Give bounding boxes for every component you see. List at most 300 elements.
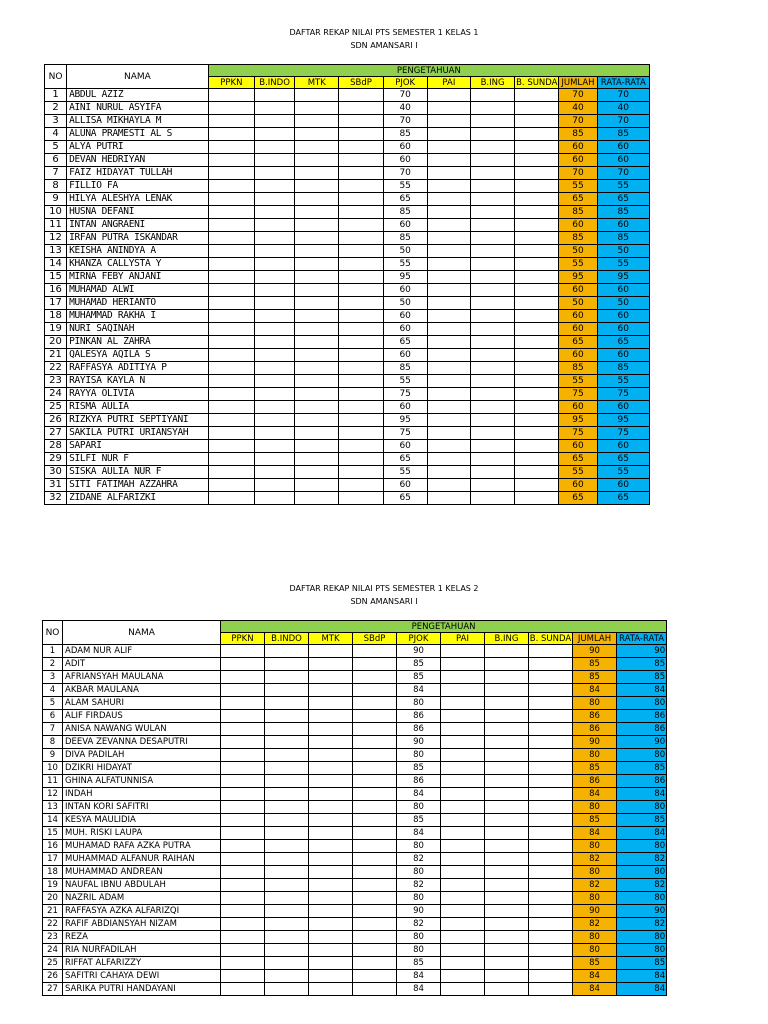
score-pai [427,297,470,310]
score-pai [441,840,485,853]
score-ppkn [208,466,254,479]
score-sbdp [339,479,383,492]
score-pai [427,336,470,349]
score-ppkn [221,827,265,840]
score-ppkn [221,892,265,905]
score-ppkn [221,697,265,710]
score-bindo [265,697,309,710]
score-mtk [309,918,353,931]
score-rata-rata: 80 [617,801,667,814]
score-pjok: 80 [397,840,441,853]
score-ppkn [221,710,265,723]
score-bing [485,788,529,801]
score-bsunda [529,723,573,736]
score-jumlah: 85 [573,762,617,775]
score-bindo [254,349,294,362]
score-bing [470,388,514,401]
header-subject-pjok: PJOK [383,77,427,89]
score-ppkn [208,492,254,505]
score-bindo [254,388,294,401]
score-pai [441,918,485,931]
score-pjok: 84 [397,970,441,983]
student-name: RAYYA OLIVIA [67,388,209,401]
score-mtk [309,840,353,853]
score-sbdp [339,453,383,466]
score-bing [485,710,529,723]
row-number: 19 [43,879,63,892]
score-pai [427,362,470,375]
score-rata-rata: 85 [597,232,649,245]
score-mtk [309,801,353,814]
score-mtk [295,89,339,102]
score-sbdp [339,362,383,375]
score-bing [485,801,529,814]
score-rata-rata: 65 [597,492,649,505]
score-pai [441,658,485,671]
score-ppkn [208,154,254,167]
score-mtk [309,931,353,944]
row-number: 31 [45,479,67,492]
score-pai [441,827,485,840]
table-row [43,671,667,684]
header-subject-pai: PAI [427,77,470,89]
row-number: 29 [45,453,67,466]
grade-table-kelas-2 [42,620,667,996]
score-sbdp [353,710,397,723]
score-mtk [309,775,353,788]
score-bsunda [529,697,573,710]
school-name-kelas-2: SDN AMANSARI I [350,597,418,606]
score-pai [441,775,485,788]
score-pai [427,414,470,427]
score-sbdp [339,427,383,440]
score-ppkn [208,375,254,388]
score-jumlah: 60 [559,440,597,453]
score-bsunda [515,128,559,141]
score-pai [427,154,470,167]
table-row [43,931,667,944]
student-name: MUHAMAD HERIANTO [67,297,209,310]
score-pjok: 60 [383,141,427,154]
score-pai [427,219,470,232]
score-bindo [254,206,294,219]
student-name: KESYA MAULIDIA [63,814,221,827]
score-rata-rata: 84 [617,983,667,996]
score-rata-rata: 90 [617,905,667,918]
score-ppkn [208,440,254,453]
score-pjok: 75 [383,427,427,440]
table-row [43,892,667,905]
score-pjok: 85 [397,762,441,775]
score-bsunda [515,193,559,206]
score-mtk [309,892,353,905]
score-sbdp [339,466,383,479]
score-ppkn [221,957,265,970]
score-mtk [295,349,339,362]
score-bsunda [529,866,573,879]
student-name: HUSNA DEFANI [67,206,209,219]
score-ppkn [208,362,254,375]
row-number: 14 [45,258,67,271]
score-bindo [254,336,294,349]
score-pai [441,814,485,827]
score-pai [427,128,470,141]
score-pai [441,970,485,983]
row-number: 26 [45,414,67,427]
score-rata-rata: 80 [617,931,667,944]
table-row [45,232,650,245]
row-number: 21 [45,349,67,362]
score-bing [470,154,514,167]
score-bing [485,775,529,788]
header-subject-sbdp: SBdP [353,633,397,645]
row-number: 25 [43,957,63,970]
score-ppkn [208,349,254,362]
sheet-kelas-1 [0,26,768,52]
score-ppkn [221,931,265,944]
score-jumlah: 95 [559,414,597,427]
score-jumlah: 60 [559,141,597,154]
student-name: MUHAMAD RAFA AZKA PUTRA [63,840,221,853]
score-bindo [265,957,309,970]
score-pjok: 55 [383,466,427,479]
row-number: 5 [43,697,63,710]
score-jumlah: 65 [559,336,597,349]
score-sbdp [339,375,383,388]
score-mtk [295,258,339,271]
score-bsunda [529,931,573,944]
score-mtk [295,466,339,479]
score-pjok: 60 [383,323,427,336]
score-bsunda [529,918,573,931]
score-bing [485,736,529,749]
score-pai [441,801,485,814]
score-jumlah: 85 [573,658,617,671]
student-name: FAIZ HIDAYAT TULLAH [67,167,209,180]
score-mtk [295,271,339,284]
score-bing [470,206,514,219]
score-jumlah: 65 [559,193,597,206]
score-jumlah: 84 [573,983,617,996]
score-pjok: 84 [397,788,441,801]
score-sbdp [353,736,397,749]
header-subject-jumlah: JUMLAH [559,77,597,89]
score-bing [470,128,514,141]
score-rata-rata: 80 [617,944,667,957]
score-jumlah: 86 [573,723,617,736]
score-pjok: 55 [383,258,427,271]
table-row [45,388,650,401]
score-ppkn [208,297,254,310]
score-pjok: 60 [383,154,427,167]
score-rata-rata: 95 [597,414,649,427]
score-pjok: 85 [383,232,427,245]
table-row [45,414,650,427]
score-bing [470,245,514,258]
score-pjok: 80 [397,697,441,710]
score-sbdp [339,154,383,167]
score-ppkn [208,206,254,219]
score-bing [470,310,514,323]
score-pjok: 60 [383,440,427,453]
score-bindo [265,736,309,749]
table-row [45,297,650,310]
table-row [43,658,667,671]
score-bindo [265,658,309,671]
student-name: SARIKA PUTRI HANDAYANI [63,983,221,996]
score-rata-rata: 82 [617,918,667,931]
student-name: MUHAMMAD ANDREAN [63,866,221,879]
student-name: ALIF FIRDAUS [63,710,221,723]
score-bsunda [529,827,573,840]
student-name: MUH. RISKI LAUPA [63,827,221,840]
score-sbdp [339,349,383,362]
score-jumlah: 80 [573,866,617,879]
score-sbdp [339,206,383,219]
score-bindo [254,115,294,128]
score-jumlah: 85 [559,206,597,219]
row-number: 10 [43,762,63,775]
student-name: DZIKRI HIDAYAT [63,762,221,775]
title-kelas-2: DAFTAR REKAP NILAI PTS SEMESTER 1 KELAS 2 [289,584,479,593]
row-number: 22 [45,362,67,375]
row-number: 17 [45,297,67,310]
score-pjok: 80 [397,801,441,814]
student-name: QALESYA AQILA S [67,349,209,362]
score-bsunda [515,180,559,193]
score-bing [485,697,529,710]
score-bsunda [515,115,559,128]
table-row [45,362,650,375]
score-jumlah: 82 [573,853,617,866]
score-bing [485,853,529,866]
score-pai [427,206,470,219]
score-bindo [254,128,294,141]
score-pai [427,245,470,258]
score-rata-rata: 85 [617,957,667,970]
score-ppkn [208,245,254,258]
score-jumlah: 80 [573,944,617,957]
student-name: HILYA ALESHYA LENAK [67,193,209,206]
score-pai [427,310,470,323]
table-row [43,801,667,814]
table-row [43,853,667,866]
row-number: 25 [45,401,67,414]
header-subject-b-indo: B.INDO [254,77,294,89]
score-bindo [254,167,294,180]
student-name: SAPARI [67,440,209,453]
row-number: 5 [45,141,67,154]
score-mtk [295,167,339,180]
score-pjok: 60 [383,219,427,232]
score-bing [470,284,514,297]
table-row [43,970,667,983]
score-bsunda [515,362,559,375]
score-pai [441,905,485,918]
score-bsunda [515,492,559,505]
row-number: 6 [45,154,67,167]
row-number: 13 [45,245,67,258]
score-pai [441,697,485,710]
student-name: REZA [63,931,221,944]
score-bsunda [529,775,573,788]
table-row [45,310,650,323]
score-jumlah: 40 [559,102,597,115]
score-pai [427,479,470,492]
score-bsunda [529,983,573,996]
header-subject-b-ing: B.ING [470,77,514,89]
score-ppkn [221,944,265,957]
score-bindo [265,814,309,827]
score-rata-rata: 60 [597,154,649,167]
score-mtk [295,141,339,154]
score-bing [485,931,529,944]
header-subject-jumlah: JUMLAH [573,633,617,645]
student-name: RAYISA KAYLA N [67,375,209,388]
row-number: 24 [43,944,63,957]
row-number: 22 [43,918,63,931]
score-mtk [295,219,339,232]
row-number: 1 [45,89,67,102]
table-row [45,115,650,128]
score-bsunda [515,479,559,492]
score-ppkn [208,284,254,297]
score-mtk [295,154,339,167]
score-sbdp [353,905,397,918]
score-pjok: 40 [383,102,427,115]
score-pai [441,866,485,879]
score-mtk [295,479,339,492]
score-mtk [295,323,339,336]
header-subject-mtk: MTK [295,77,339,89]
row-number: 20 [43,892,63,905]
score-bing [485,840,529,853]
student-name: ANISA NAWANG WULAN [63,723,221,736]
score-mtk [309,866,353,879]
score-pjok: 50 [383,297,427,310]
score-pai [441,684,485,697]
score-jumlah: 60 [559,323,597,336]
row-number: 19 [45,323,67,336]
score-jumlah: 70 [559,89,597,102]
table-row [45,102,650,115]
score-jumlah: 80 [573,801,617,814]
score-bsunda [515,427,559,440]
score-pai [441,762,485,775]
score-bindo [265,788,309,801]
score-bsunda [529,710,573,723]
score-bing [470,466,514,479]
score-jumlah: 75 [559,388,597,401]
student-name: GHINA ALFATUNNISA [63,775,221,788]
score-pjok: 86 [397,723,441,736]
score-bsunda [515,89,559,102]
score-sbdp [353,944,397,957]
score-sbdp [353,814,397,827]
table-row [43,775,667,788]
score-bsunda [515,258,559,271]
score-bing [485,723,529,736]
score-bsunda [515,414,559,427]
table-row [45,349,650,362]
score-sbdp [353,879,397,892]
table-row [45,401,650,414]
score-mtk [295,245,339,258]
score-jumlah: 60 [559,154,597,167]
score-pai [427,401,470,414]
row-number: 1 [43,645,63,658]
score-bindo [254,180,294,193]
score-bsunda [515,154,559,167]
score-sbdp [353,762,397,775]
score-jumlah: 60 [559,219,597,232]
score-ppkn [208,89,254,102]
score-mtk [309,879,353,892]
score-bindo [254,453,294,466]
score-sbdp [339,271,383,284]
score-pai [441,983,485,996]
score-rata-rata: 75 [597,427,649,440]
score-rata-rata: 60 [597,479,649,492]
score-pjok: 85 [383,206,427,219]
score-mtk [309,853,353,866]
score-rata-rata: 84 [617,788,667,801]
row-number: 21 [43,905,63,918]
score-mtk [295,401,339,414]
score-bindo [265,892,309,905]
score-bindo [265,970,309,983]
score-bing [485,983,529,996]
score-pai [427,180,470,193]
score-bsunda [529,788,573,801]
score-pai [441,736,485,749]
score-jumlah: 55 [559,466,597,479]
score-mtk [295,362,339,375]
score-bsunda [515,453,559,466]
score-rata-rata: 84 [617,827,667,840]
score-jumlah: 84 [573,684,617,697]
score-mtk [309,658,353,671]
score-bsunda [515,401,559,414]
score-rata-rata: 50 [597,297,649,310]
score-bindo [265,931,309,944]
score-pai [441,645,485,658]
score-rata-rata: 65 [597,193,649,206]
score-bing [470,336,514,349]
score-pai [427,388,470,401]
table-row [43,710,667,723]
row-number: 30 [45,466,67,479]
score-bing [485,944,529,957]
score-sbdp [353,853,397,866]
score-pjok: 75 [383,388,427,401]
score-bsunda [529,749,573,762]
score-jumlah: 55 [559,258,597,271]
table-row [43,957,667,970]
score-bing [485,970,529,983]
header-subject-rata-rata: RATA-RATA [617,633,667,645]
row-number: 12 [43,788,63,801]
score-bindo [254,102,294,115]
student-name: INDAH [63,788,221,801]
score-ppkn [221,788,265,801]
score-bindo [254,492,294,505]
student-name: ALLISA MIKHAYLA M [67,115,209,128]
table-row [45,336,650,349]
student-name: SISKA AULIA NUR F [67,466,209,479]
header-nama: NAMA [63,621,221,645]
score-bing [470,323,514,336]
